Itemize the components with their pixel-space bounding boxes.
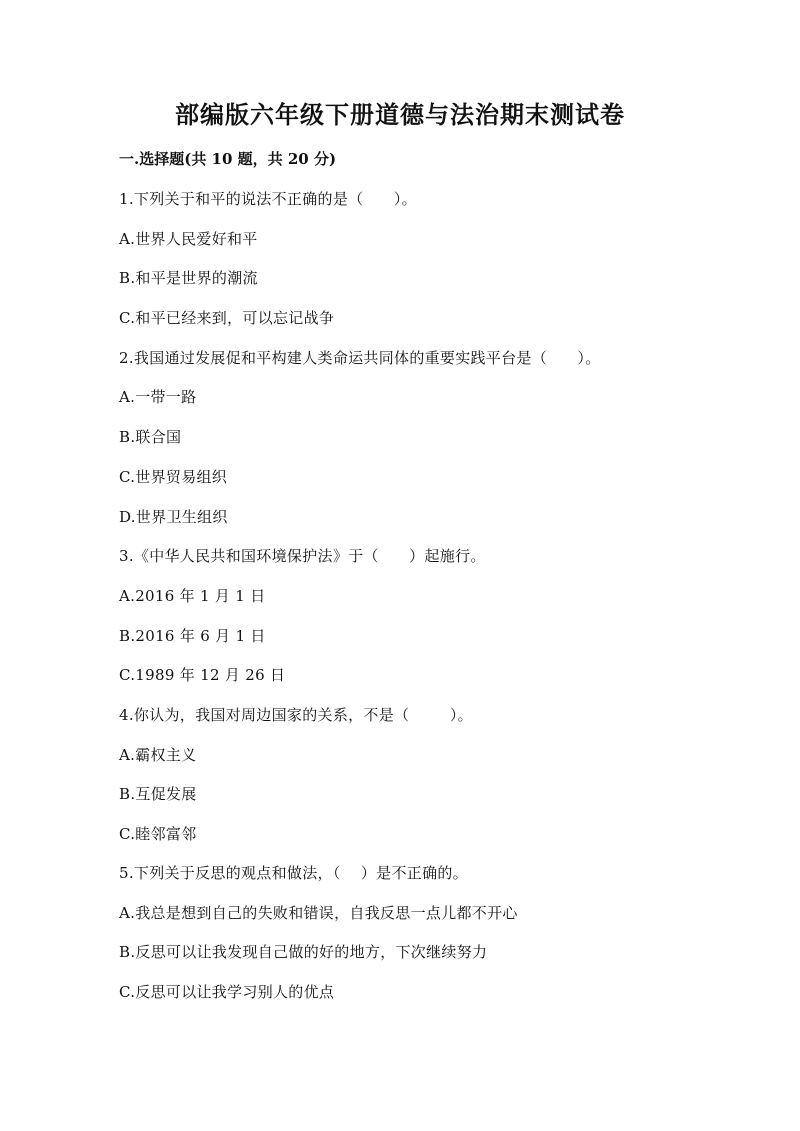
option-1b: B.和平是世界的潮流	[119, 269, 258, 287]
option-2c: C.世界贸易组织	[119, 468, 228, 486]
option-4c: C.睦邻富邻	[119, 825, 197, 843]
option-2a: A.一带一路	[119, 388, 197, 406]
question-4: 4.你认为，我国对周边国家的关系，不是（ ）。	[119, 706, 473, 724]
option-5c: C.反思可以让我学习别人的优点	[119, 983, 335, 1001]
option-4b: B.互促发展	[119, 785, 197, 803]
question-3: 3.《中华人民共和国环境保护法》于（ ）起施行。	[119, 547, 486, 565]
question-5: 5.下列关于反思的观点和做法，（ ）是不正确的。	[119, 864, 468, 882]
option-3b: B.2016 年 6 月 1 日	[119, 627, 266, 645]
question-1: 1.下列关于和平的说法不正确的是（ ）。	[119, 190, 417, 208]
option-3a: A.2016 年 1 月 1 日	[119, 587, 266, 605]
option-3c: C.1989 年 12 月 26 日	[119, 666, 286, 684]
option-2d: D.世界卫生组织	[119, 508, 228, 526]
option-1c: C.和平已经来到，可以忘记战争	[119, 309, 335, 327]
page-title: 部编版六年级下册道德与法治期末测试卷	[175, 100, 625, 129]
option-4a: A.霸权主义	[119, 746, 197, 764]
section-heading: 一.选择题(共 10 题，共 20 分)	[119, 150, 337, 168]
option-5a: A.我总是想到自己的失败和错误，自我反思一点儿都不开心	[119, 904, 518, 922]
option-5b: B.反思可以让我发现自己做的好的地方，下次继续努力	[119, 943, 488, 961]
question-2: 2.我国通过发展促和平构建人类命运共同体的重要实践平台是（ ）。	[119, 349, 601, 367]
option-1a: A.世界人民爱好和平	[119, 230, 258, 248]
option-2b: B.联合国	[119, 428, 182, 446]
